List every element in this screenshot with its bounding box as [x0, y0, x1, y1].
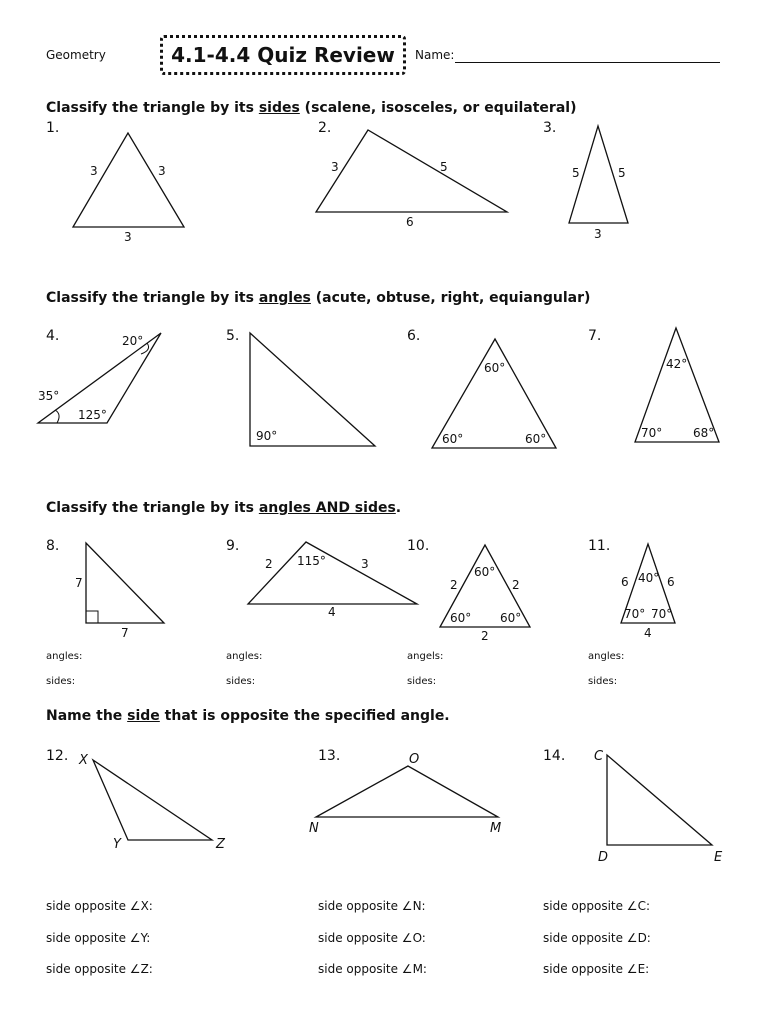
- opposite-side-prompt: side opposite ∠N:: [318, 899, 426, 913]
- opposite-side-prompt: side opposite ∠M:: [318, 962, 427, 976]
- angle-label: 70°: [641, 426, 663, 440]
- problem-number: 5.: [226, 328, 240, 344]
- problem-number: 11.: [588, 538, 611, 554]
- angle-label: 115°: [297, 554, 326, 568]
- sides-answer-label: sides:: [588, 676, 618, 687]
- side-label: 2: [512, 578, 520, 592]
- vertex-label: X: [79, 753, 88, 768]
- triangle-13: [316, 766, 498, 817]
- subject-label: Geometry: [46, 48, 106, 62]
- side-label: 7: [121, 626, 129, 640]
- triangle-12: [93, 760, 212, 840]
- vertex-label: O: [409, 752, 420, 767]
- section1-heading: Classify the triangle by its sides (scalene, isosceles, or equilateral): [46, 100, 577, 116]
- side-label: 5: [440, 160, 448, 174]
- side-label: 3: [124, 230, 132, 244]
- angle-label: 42°: [666, 357, 688, 371]
- triangle-1: [73, 133, 184, 227]
- problem-number: 7.: [588, 328, 602, 344]
- angle-label: 90°: [256, 429, 278, 443]
- problem-number: 14.: [543, 748, 566, 764]
- angle-label: 60°: [450, 611, 472, 625]
- vertex-label: N: [309, 821, 319, 836]
- side-label: 6: [406, 215, 414, 229]
- angle-label: 60°: [500, 611, 522, 625]
- right-angle-mark: [86, 611, 98, 623]
- angle-label: 60°: [484, 361, 506, 375]
- section2-heading: Classify the triangle by its angles (acute, obtuse, right, equiangular): [46, 290, 591, 306]
- angle-label: 60°: [442, 432, 464, 446]
- side-label: 2: [450, 578, 458, 592]
- angles-answer-label: angles:: [46, 651, 83, 662]
- vertex-label: Y: [113, 837, 121, 852]
- side-label: 3: [361, 557, 369, 571]
- vertex-label: D: [598, 850, 609, 865]
- side-label: 5: [618, 166, 626, 180]
- side-label: 2: [481, 629, 489, 643]
- angles-answer-label: angels:: [407, 651, 444, 662]
- side-label: 2: [265, 557, 273, 571]
- problem-number: 10.: [407, 538, 430, 554]
- angle-label: 40°: [638, 571, 660, 585]
- vertex-label: E: [714, 850, 723, 865]
- problem-number: 4.: [46, 328, 60, 344]
- opposite-side-prompt: side opposite ∠D:: [543, 931, 651, 945]
- angle-label: 70°: [624, 607, 646, 621]
- side-label: 3: [90, 164, 98, 178]
- vertex-label: C: [594, 749, 604, 764]
- triangle-9: [248, 542, 417, 604]
- problem-number: 2.: [318, 120, 332, 136]
- section3-heading: Classify the triangle by its angles AND sides.: [46, 500, 402, 516]
- angle-arc: [55, 410, 59, 423]
- angle-label: 70°: [651, 607, 673, 621]
- problem-number: 1.: [46, 120, 60, 136]
- side-label: 6: [621, 575, 629, 589]
- side-label: 7: [75, 576, 83, 590]
- opposite-side-prompt: side opposite ∠Z:: [46, 962, 153, 976]
- sides-answer-label: sides:: [46, 676, 76, 687]
- side-label: 5: [572, 166, 580, 180]
- opposite-side-prompt: side opposite ∠Y:: [46, 931, 151, 945]
- problem-number: 13.: [318, 748, 341, 764]
- angle-label: 60°: [474, 565, 496, 579]
- page-title: 4.1-4.4 Quiz Review: [160, 35, 406, 75]
- angles-answer-label: angles:: [226, 651, 263, 662]
- side-label: 3: [158, 164, 166, 178]
- angle-label: 35°: [38, 389, 60, 403]
- vertex-label: M: [490, 821, 502, 836]
- angle-label: 68°: [693, 426, 715, 440]
- opposite-side-prompt: side opposite ∠E:: [543, 962, 650, 976]
- problem-number: 8.: [46, 538, 60, 554]
- opposite-side-prompt: side opposite ∠C:: [543, 899, 650, 913]
- angle-label: 20°: [122, 334, 144, 348]
- triangle-14: [607, 755, 712, 845]
- section4-heading: Name the side that is opposite the specified angle.: [46, 708, 450, 724]
- angle-label: 125°: [78, 408, 107, 422]
- side-label: 3: [331, 160, 339, 174]
- sides-answer-label: sides:: [407, 676, 437, 687]
- problem-number: 3.: [543, 120, 557, 136]
- triangle-7: [635, 328, 719, 442]
- angle-label: 60°: [525, 432, 547, 446]
- side-label: 3: [594, 227, 602, 241]
- triangle-2: [316, 130, 507, 212]
- sides-answer-label: sides:: [226, 676, 256, 687]
- side-label: 4: [644, 626, 652, 640]
- side-label: 6: [667, 575, 675, 589]
- problem-number: 9.: [226, 538, 240, 554]
- side-label: 4: [328, 605, 336, 619]
- problem-number: 6.: [407, 328, 421, 344]
- angles-answer-label: angles:: [588, 651, 625, 662]
- problem-number: 12.: [46, 748, 69, 764]
- opposite-side-prompt: side opposite ∠X:: [46, 899, 153, 913]
- vertex-label: Z: [216, 837, 225, 852]
- opposite-side-prompt: side opposite ∠O:: [318, 931, 426, 945]
- name-label: Name:: [415, 48, 455, 62]
